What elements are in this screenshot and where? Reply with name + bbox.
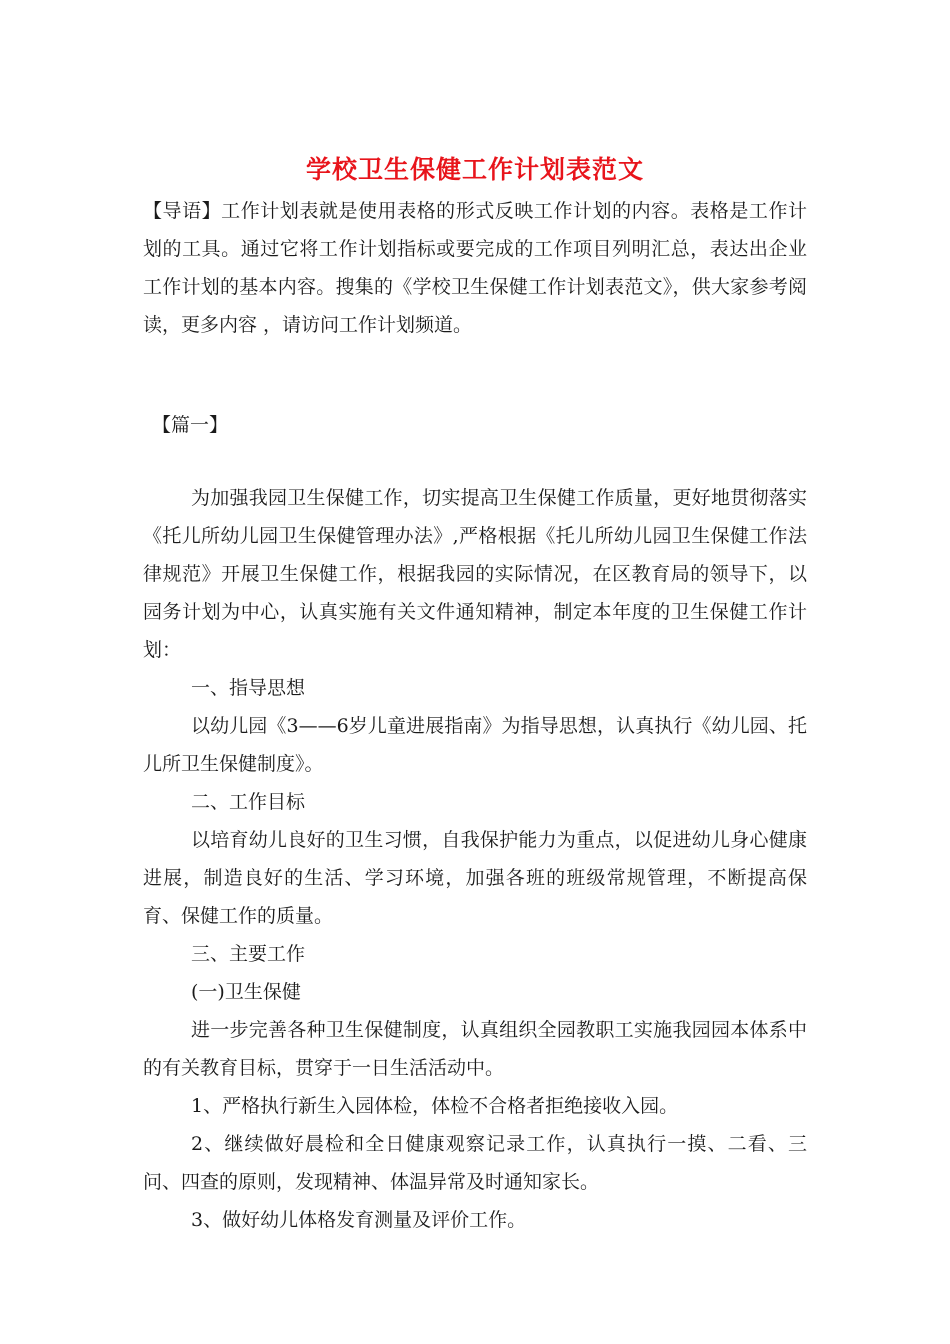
section-label: 【篇一】 — [152, 414, 229, 436]
heading-health-care: (一)卫生保健 — [191, 981, 301, 1003]
body-content — [143, 479, 807, 1239]
heading-main-work: 三、主要工作 — [191, 943, 306, 965]
body-paragraph-4: 进一步完善各种卫生保健制度，认真组织全园教职工实施我园园本体系中的有关教育目标，贯穿于一日生活活动中。 — [143, 1019, 807, 1079]
document-title: 学校卫生保健工作计划表范文 — [305, 155, 644, 184]
list-item-3: 3、做好幼儿体格发育测量及评价工作。 — [191, 1209, 527, 1231]
body-paragraph-2: 以幼儿园《3——6岁儿童进展指南》为指导思想，认真执行《幼儿园、托儿所卫生保健制度》。 — [143, 715, 807, 775]
list-item-1: 1、严格执行新生入园体检，体检不合格者拒绝接收入园。 — [191, 1095, 679, 1117]
heading-work-goals: 二、工作目标 — [191, 791, 306, 813]
body-paragraph-1: 为加强我园卫生保健工作，切实提高卫生保健工作质量，更好地贯彻落实《托儿所幼儿园卫生保健管理办法》,严格根据《托儿所幼儿园卫生保健工作法律规范》开展卫生保健工作，根据我园的实际情况，在区教育局的领导下，以园务计划为中心，认真实施有关文件通知精神，制定本年度的卫生保健工作计划： — [143, 487, 807, 661]
body-paragraph-3: 以培育幼儿良好的卫生习惯，自我保护能力为重点，以促进幼儿身心健康进展，制造良好的生活、学习环境，加强各班的班级常规管理，不断提高保育、保健工作的质量。 — [143, 829, 807, 927]
heading-guiding-thought: 一、指导思想 — [191, 677, 306, 699]
list-item-2: 2、继续做好晨检和全日健康观察记录工作，认真执行一摸、二看、三问、四查的原则，发现精神、体温异常及时通知家长。 — [143, 1133, 807, 1193]
intro-paragraph: 【导语】工作计划表就是使用表格的形式反映工作计划的内容。表格是工作计划的工具。通过它将工作计划指标或要完成的工作项目列明汇总，表达出企业工作计划的基本内容。搜集的《学校卫生保健工作计划表范文》，供大家参考阅读，更多内容 ，请访问工作计划频道。 — [143, 200, 807, 336]
